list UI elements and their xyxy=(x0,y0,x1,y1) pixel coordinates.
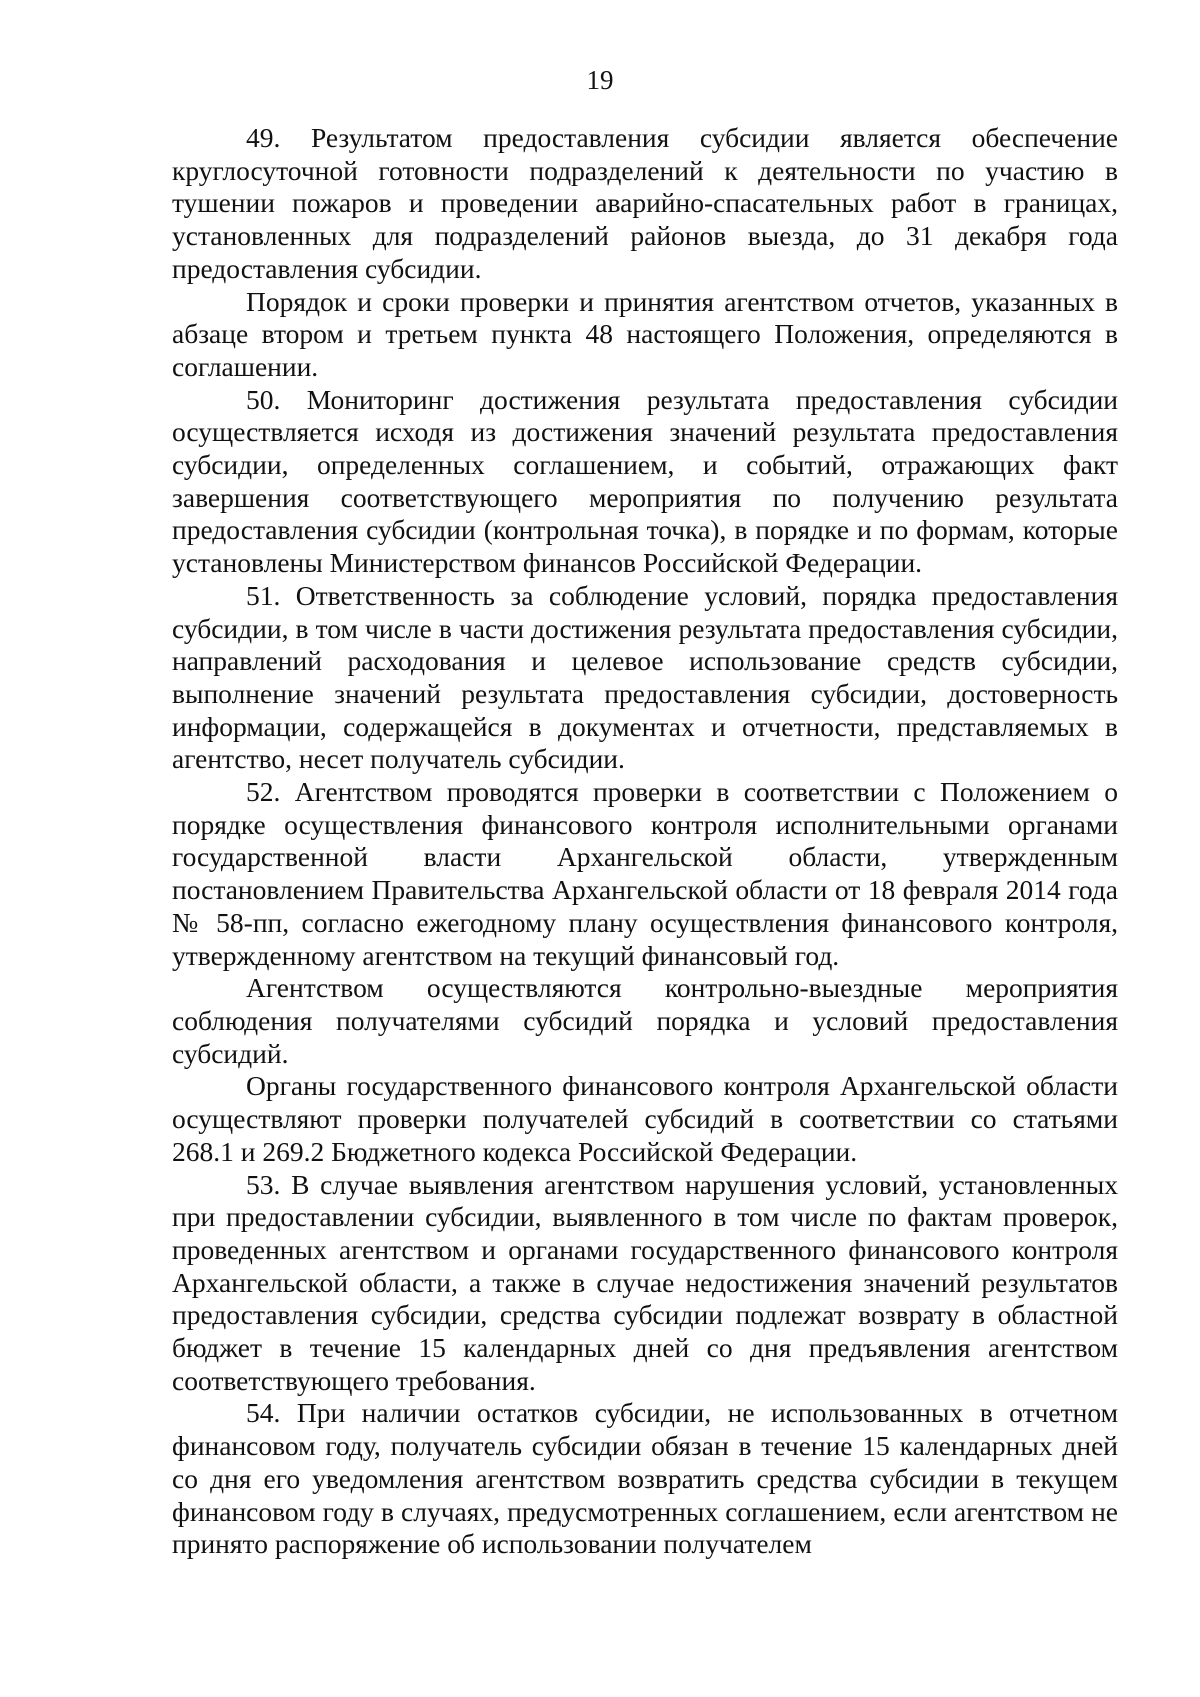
document-body xyxy=(172,122,1118,1561)
paragraph-52-control-bodies: Органы государственного финансового контроля Архангельской области осуществляют проверки получателей субсидий в соответствии со статьями 268.1 и 269.2 Бюджетного кодекса Российской Федерации. xyxy=(172,1070,1118,1167)
paragraph-49: 49. Результатом предоставления субсидии является обеспечение круглосуточной готовности подразделений к деятельности по участию в тушении пожаров и проведении аварийно-спасательных работ в границах, установленных для подразделений районов выезда, до 31 декабря года предоставления субсидии. xyxy=(172,122,1118,284)
page-number: 19 xyxy=(586,65,614,95)
paragraph-51: 51. Ответственность за соблюдение условий, порядка предоставления субсидии, в том числе в части достижения результата предоставления субсидии, направлений расходования и целевое использование средств субсидии, выполнение значений результата предоставления субсидии, достоверность информации, содержащейся в документах и отчетности, представляемых в агентство, несет получатель субсидии. xyxy=(172,579,1118,775)
paragraph-50: 50. Мониторинг достижения результата предоставления субсидии осуществляется исходя из достижения значений результата предоставления субсидии, определенных соглашением, и событий, отражающих факт завершения соответствующего мероприятия по получению результата предоставления субсидии (контрольная точка), в порядке и по формам, которые установлены Министерством финансов Российской Федерации. xyxy=(172,383,1118,579)
paragraph-52: 52. Агентством проводятся проверки в соответствии с Положением о порядке осуществления финансового контроля исполнительными органами государственной власти Архангельской области, утвержденным постановлением Правительства Архангельской области от 18 февраля 2014 года № 58-пп, согласно ежегодному плану осуществления финансового контроля, утвержденному агентством на текущий финансовый год. xyxy=(172,776,1118,971)
paragraph-49-reports: Порядок и сроки проверки и принятия агентством отчетов, указанных в абзаце втором и третьем пункта 48 настоящего Положения, определяются в соглашении. xyxy=(172,285,1118,382)
paragraph-54: 54. При наличии остатков субсидии, не использованных в отчетном финансовом году, получатель субсидии обязан в течение 15 календарных дней со дня его уведомления агентством возвратить средства субсидии в текущем финансовом году в случаях, предусмотренных соглашением, если агентством не принято распоряжение об использовании получателем xyxy=(172,1397,1118,1560)
paragraph-52-inspections: Агентством осуществляются контрольно-выездные мероприятия соблюдения получателями субсидий порядка и условий предоставления субсидий. xyxy=(172,972,1118,1069)
paragraph-53: 53. В случае выявления агентством нарушения условий, установленных при предоставлении субсидии, выявленного в том числе по фактам проверок, проведенных агентством и органами государственного финансового контроля Архангельской области, а также в случае недостижения значений результатов предоставления субсидии, средства субсидии подлежат возврату в областной бюджет в течение 15 календарных дней со дня предъявления агентством соответствующего требования. xyxy=(172,1168,1118,1396)
